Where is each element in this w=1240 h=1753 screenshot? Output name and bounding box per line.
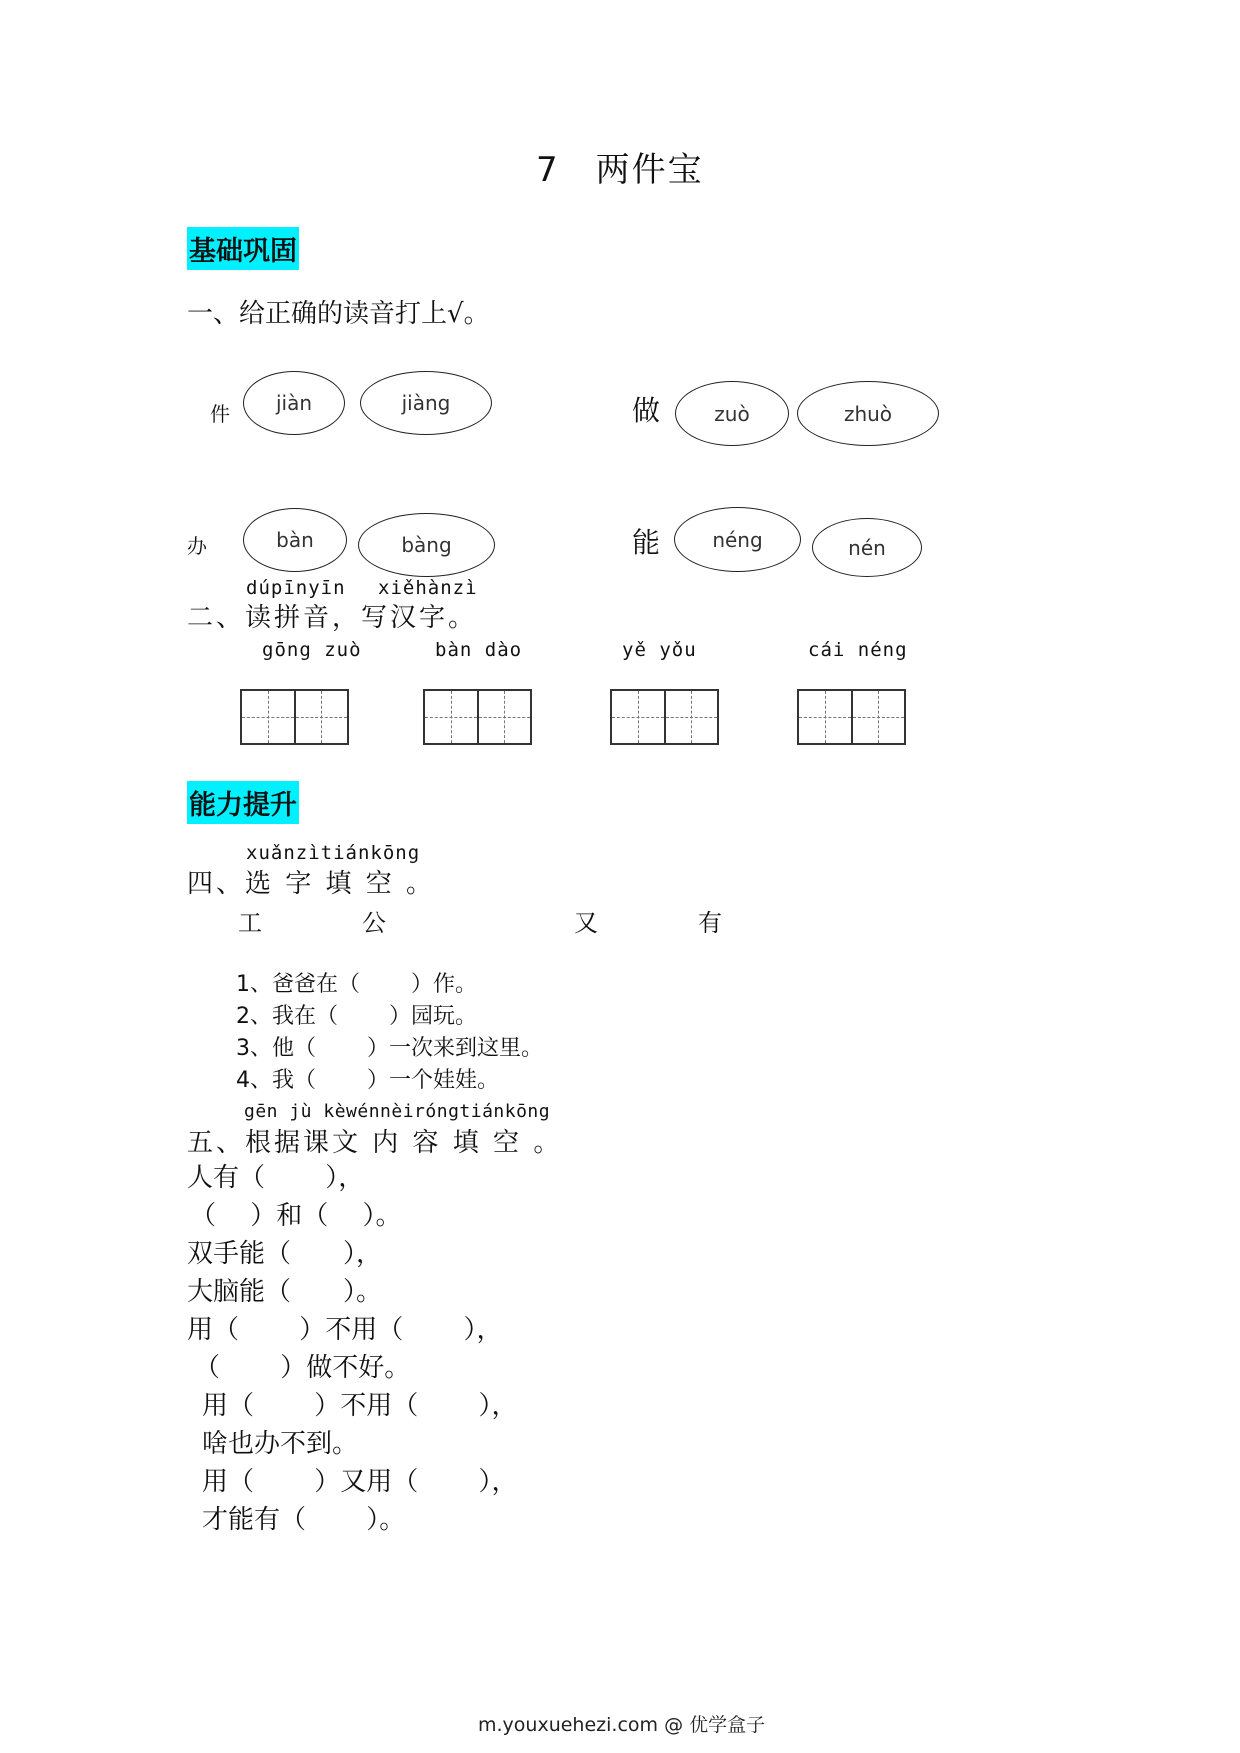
q4-option: 工 bbox=[238, 909, 262, 937]
q4-item: 3、他（ ）一次来到这里。 bbox=[236, 1036, 543, 1061]
q5-line: 用（ ）不用（ ）， bbox=[202, 1391, 518, 1421]
q4-option: 又 bbox=[574, 909, 598, 937]
q1-char-zuo: 做 bbox=[632, 394, 661, 427]
question-1-title: 一、给正确的读音打上√。 bbox=[187, 299, 490, 329]
q4-item: 2、我在（ ）园玩。 bbox=[236, 1004, 477, 1029]
page-title: 7 两件宝 bbox=[536, 150, 704, 190]
q5-line: 用（ ）又用（ ）， bbox=[202, 1467, 518, 1497]
q1-option-oval[interactable]: néng bbox=[674, 507, 801, 572]
q5-line: 啥也办不到。 bbox=[202, 1429, 359, 1459]
q1-option-oval[interactable]: jiàn bbox=[243, 371, 345, 435]
q1-option-oval[interactable]: zhuò bbox=[797, 381, 939, 446]
tian-grid-box[interactable] bbox=[423, 689, 532, 745]
q4-item: 4、我（ ）一个娃娃。 bbox=[236, 1068, 499, 1093]
question-2-title: 二、读拼音，写汉字。 bbox=[187, 603, 478, 633]
q5-line: 用（ ）不用（ ）， bbox=[187, 1315, 503, 1345]
q4-option: 公 bbox=[362, 909, 386, 937]
q5-line: 人有（ ）， bbox=[187, 1163, 365, 1193]
q1-option-oval[interactable]: jiàng bbox=[360, 371, 492, 435]
q1-char-jian: 件 bbox=[210, 402, 230, 426]
q1-option-oval[interactable]: bàn bbox=[243, 508, 347, 572]
footer-watermark: m.youxuehezi.com @ 优学盒子 bbox=[478, 1714, 766, 1736]
tian-grid-box[interactable] bbox=[797, 689, 906, 745]
q5-line: （ ）做不好。 bbox=[194, 1353, 411, 1383]
q5-line: （ ）和（ ）。 bbox=[190, 1201, 402, 1231]
q2-word-pinyin: yě yǒu bbox=[622, 639, 697, 661]
q4-option: 有 bbox=[698, 909, 722, 937]
q5-line: 大脑能（ ）。 bbox=[187, 1277, 383, 1307]
q5-line: 才能有（ ）。 bbox=[202, 1505, 406, 1535]
q1-option-oval[interactable]: nén bbox=[812, 518, 922, 577]
question-4-title: 四、选 字 填 空 。 bbox=[187, 869, 436, 899]
q2-title-pinyin-b: xiěhànzì bbox=[378, 577, 478, 599]
q1-option-oval[interactable]: bàng bbox=[358, 513, 495, 577]
section-badge-basic: 基础巩固 bbox=[187, 227, 299, 270]
q2-word-pinyin: gōng zuò bbox=[262, 639, 362, 661]
q4-item: 1、爸爸在（ ）作。 bbox=[236, 972, 477, 997]
q2-word-pinyin: bàn dào bbox=[435, 639, 523, 661]
q5-line: 双手能（ ）， bbox=[187, 1239, 383, 1269]
q1-option-oval[interactable]: zuò bbox=[675, 381, 789, 446]
q4-title-pinyin: xuǎnzìtiánkōng bbox=[246, 842, 421, 864]
q1-char-neng: 能 bbox=[632, 526, 661, 559]
tian-grid-box[interactable] bbox=[610, 689, 719, 745]
section-badge-advanced: 能力提升 bbox=[187, 781, 299, 824]
q2-word-pinyin: cái néng bbox=[808, 639, 908, 661]
q1-char-ban: 办 bbox=[187, 534, 207, 558]
tian-grid-box[interactable] bbox=[240, 689, 349, 745]
q5-title-pinyin: gēn jù kèwénnèiróngtiánkōng bbox=[244, 1101, 551, 1122]
question-5-title: 五、根据课文 内 容 填 空 。 bbox=[187, 1128, 563, 1158]
q2-title-pinyin-a: dúpīnyīn bbox=[246, 577, 346, 599]
